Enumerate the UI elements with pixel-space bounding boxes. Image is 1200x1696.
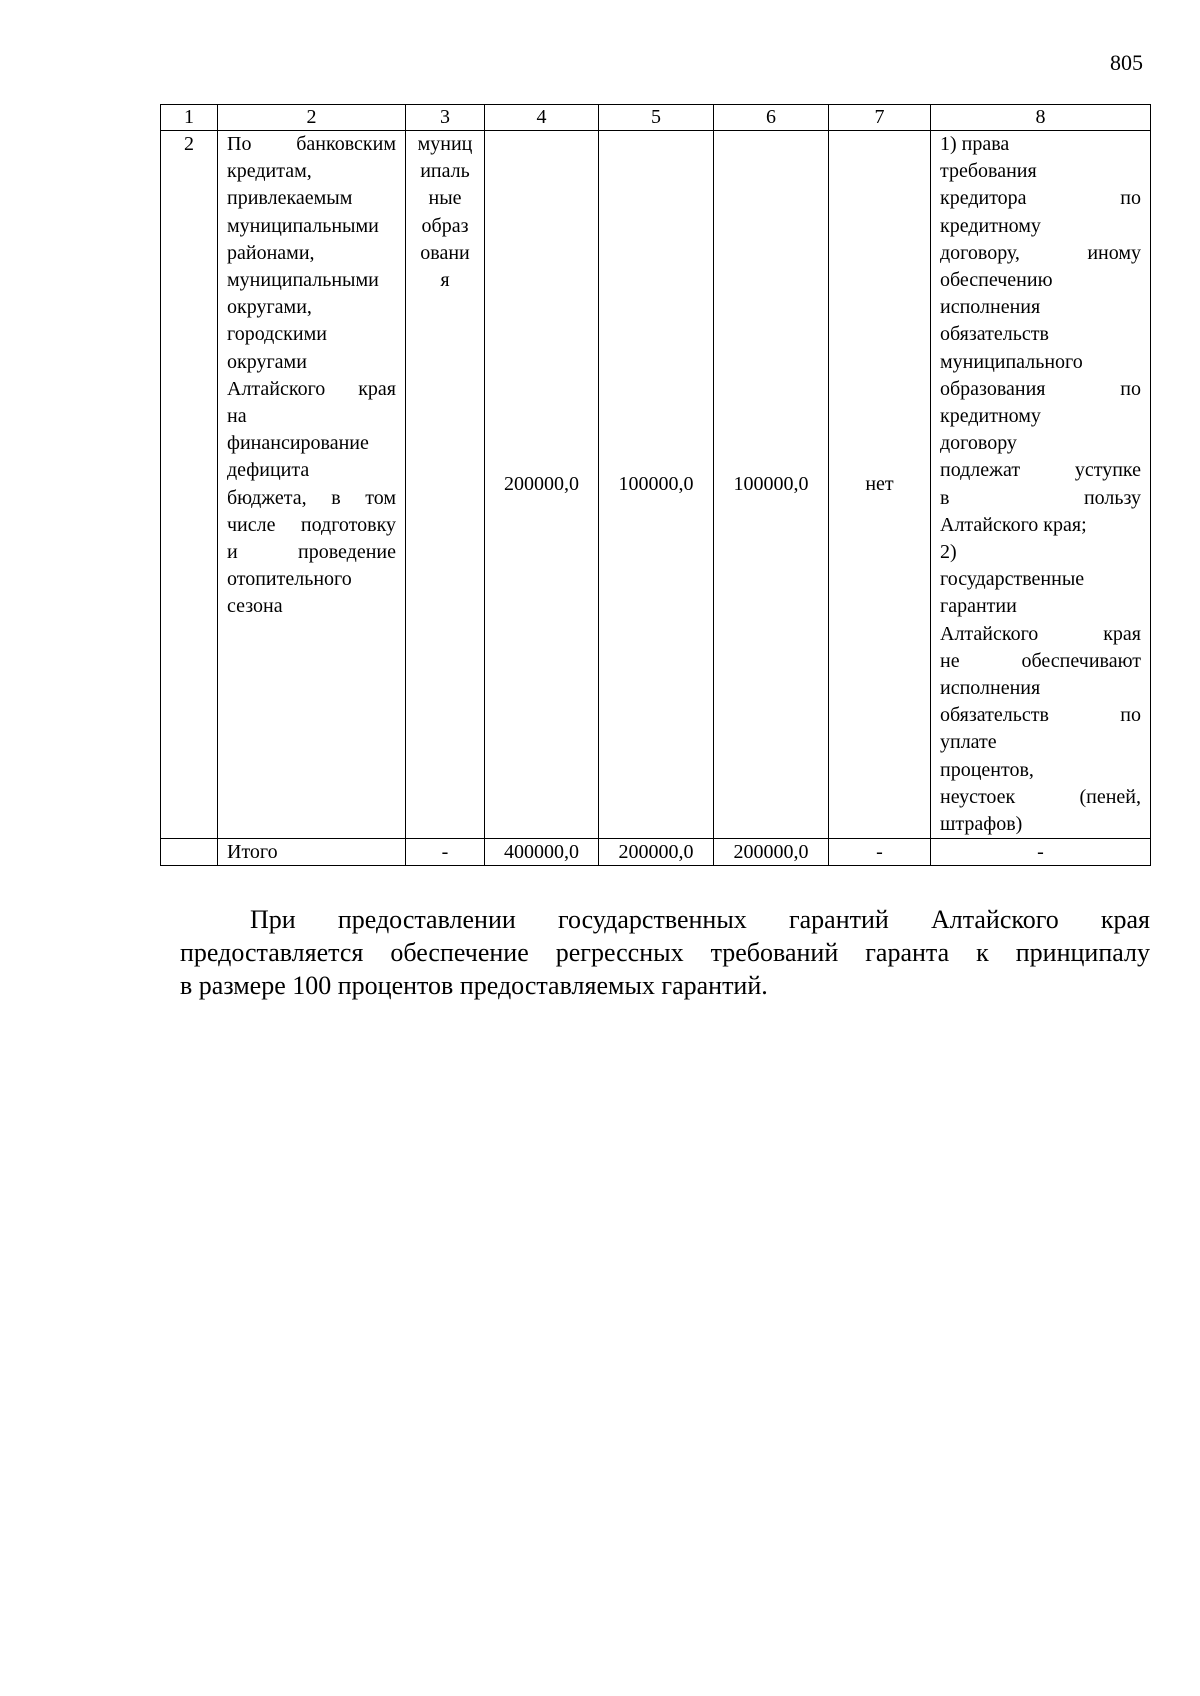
cell-text-line: числе подготовку [227,513,396,536]
cell-text-line: округами, [227,296,312,319]
cell-text-line: кредитному [940,405,1041,428]
cell-text-line: государственные [940,568,1085,591]
total-label-cell: Итого [218,839,406,866]
cell-text-line: на [227,405,247,428]
cell-text-line: обеспечению [940,269,1053,292]
cell-text-line: не обеспечивают [940,649,1141,672]
cell-text-line: 1) права [940,133,1010,155]
table-total-row [161,839,1151,866]
header-cell: 3 [406,105,485,131]
cell-text-line: Алтайского края [940,622,1141,645]
total-number-cell [161,839,218,866]
conditions-cell [931,131,1151,839]
cell-text-line: округами [227,350,307,373]
cell-text-line: и проведение [227,541,396,564]
guarantee-note-paragraph [180,903,1150,1002]
cell-text-line: овани [420,241,470,264]
cell-text-line: образ [421,214,469,237]
header-cell: 8 [931,105,1151,131]
amount-total-cell: 200000,0 [485,131,599,839]
cell-text-line: образования по [940,377,1141,400]
cell-text-line: договору [940,432,1017,455]
row-number: 2 [161,131,218,839]
cell-text-line: требования [940,160,1037,183]
cell-text-line: исполнения [940,677,1041,700]
guarantee-purpose-cell [218,131,406,839]
recourse-cell: нет [829,131,931,839]
total-col8-cell: - [931,839,1151,866]
cell-text-line: ные [428,187,462,210]
cell-text-line: муниц [417,133,473,155]
header-cell: 5 [599,105,714,131]
total-amount-cell: 400000,0 [485,839,599,866]
paragraph-line: в размере 100 процентов предоставляемых гарантий. [180,971,768,1000]
cell-text-line: финансирование [227,432,369,455]
cell-text-line: городскими [227,323,327,346]
cell-text-line: уплате [940,731,997,754]
table-header-row [161,105,1151,131]
cell-text-line: Алтайского края [227,377,396,400]
cell-text-line: По банковским [227,133,396,155]
cell-text-line: процентов, [940,758,1034,781]
amount-year1-cell: 100000,0 [599,131,714,839]
cell-text-line: муниципального [940,350,1083,373]
cell-text-line: кредитам, [227,160,312,183]
paragraph-line: При предоставлении государственных гарантий Алтайского края [250,905,1150,934]
cell-text-line: муниципальными [227,214,379,237]
cell-text-line: привлекаемым [227,187,353,210]
header-cell: 1 [161,105,218,131]
cell-text-line: обязательств [940,323,1049,346]
cell-text-line: 2) [940,541,957,564]
cell-text-line: сезона [227,595,283,618]
cell-text-line: дефицита [227,459,310,482]
header-cell: 2 [218,105,406,131]
cell-text-line: договору, иному [940,241,1141,264]
table-row [161,131,1151,839]
paragraph-line: предоставляется обеспечение регрессных требований гаранта к принципалу [180,938,1150,967]
amount-year2-cell: 100000,0 [714,131,829,839]
cell-text-line: обязательств по [940,704,1141,727]
cell-text-line: кредитора по [940,187,1141,210]
cell-text-line: районами, [227,241,315,264]
total-year2-cell: 200000,0 [714,839,829,866]
cell-text-line: исполнения [940,296,1041,319]
cell-text-line: подлежат уступке [940,459,1141,482]
cell-text-line: муниципальными [227,269,379,292]
header-cell: 6 [714,105,829,131]
cell-text-line: штрафов) [940,813,1023,836]
page-number: 805 [1110,50,1143,75]
cell-text-line: неустоек (пеней, [940,785,1141,808]
cell-text-line: Алтайского края; [940,513,1087,536]
header-cell: 7 [829,105,931,131]
cell-text-line: кредитному [940,214,1041,237]
cell-text-line: я [440,269,450,292]
total-col3-cell: - [406,839,485,866]
guarantees-table [160,104,1151,866]
principal-category-cell [406,131,485,839]
header-cell: 4 [485,105,599,131]
total-year1-cell: 200000,0 [599,839,714,866]
cell-text-line: ипаль [420,160,470,183]
cell-text-line: бюджета, в том [227,486,396,509]
cell-text-line: отопительного [227,568,352,591]
cell-text-line: гарантии [940,595,1017,618]
cell-text-line: в пользу [940,486,1141,509]
total-col7-cell: - [829,839,931,866]
